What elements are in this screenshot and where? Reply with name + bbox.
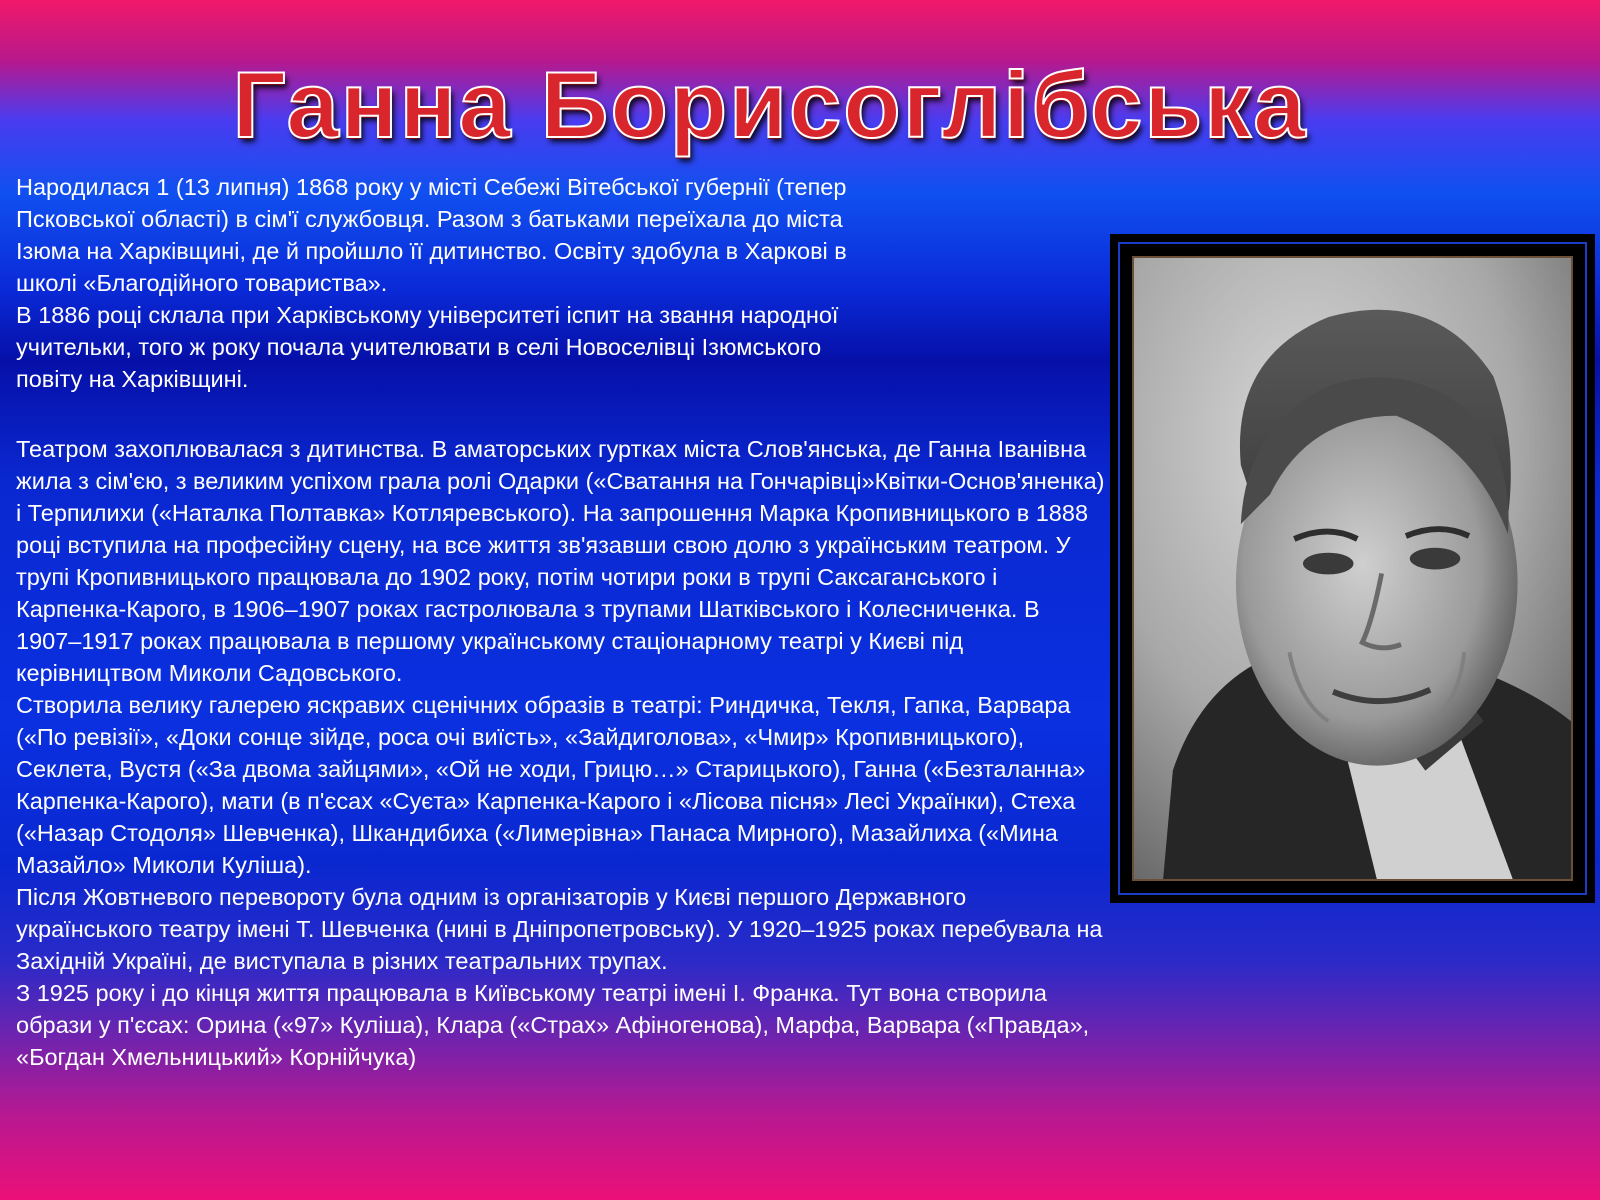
paragraph-state-theatre: Після Жовтневого перевороту була одним із організаторів у Києві першого Державного українського театру імені Т. Шевченка (нині в Дніпропетровську). У 1920–1925 роках перебувала на Західній Україні, де виступала в різних театральних трупах. [16, 884, 1103, 974]
paragraph-roles: Створила велику галерею яскравих сценічних образів в театрі: Риндичка, Текля, Гапка, Варвара («По ревізії», «Доки сонце зійде, роса очі виїсть», «Зайдиголова», «Чмир» Кропивницького), Секлета, Вустя («За двома зайцями», «Ой не ходи, Грицю…» Старицького), Ганна («Безталанна» Карпенка-Карого), мати (в п'єсах «Суєта» Карпенка-Карого і «Лісова пісня» Лесі Українки), Стеха («Назар Стодоля» Шевченка), Шкандибиха («Лимерівна» Панаса Мирного), Мазайлиха («Мина Мазайло» Миколи Куліша). [16, 692, 1086, 878]
paragraph-teacher: В 1886 році склала при Харківському університеті іспит на звання народної учительки, того ж року почала учителювати в селі Новоселівці Ізюмського повіту на Харківщині. [16, 302, 839, 392]
paragraph-theatre-career: Театром захоплювалася з дитинства. В аматорських гуртках міста Слов'янська, де Ганна Іванівна жила з сім'єю, з великим успіхом грала ролі Одарки («Сватання на Гончарівці»Квітки-Основ'яненка) і Терпилихи («Наталка Полтавка» Котляревського). На запрошення Марка Кропивницького в 1888 році вступила на професійну сцену, на все життя зв'язавши свою долю з українським театром. У трупі Кропивницького працювала до 1902 року, потім чотири роки в трупі Саксаганського і Карпенка-Карого, в 1906–1907 роках гастролювала з трупами Шатківського і Колесниченка. В 1907–1917 роках працювала в першому українському стаціонарному театрі у Києві під керівництвом Миколи Садовського. [16, 436, 1105, 686]
portrait-illustration [1134, 258, 1571, 879]
paragraph-birth: Народилася 1 (13 липня) 1868 року у місті Себежі Вітебської губернії (тепер Псковської області) в сім'ї службовця. Разом з батьками переїхала до міста Ізюма на Харківщині, де й пройшло її дитинство. Освіту здобула в Харкові в школі «Благодійного товариства». [16, 174, 847, 296]
biography-intro [16, 171, 876, 395]
biography-theatre [16, 433, 1106, 1073]
portrait-photo [1132, 256, 1573, 881]
slide-title: Ганна Борисоглібська [232, 52, 1308, 157]
portrait-frame [1110, 234, 1595, 903]
paragraph-franko-theatre: З 1925 року і до кінця життя працювала в Київському театрі імені І. Франка. Тут вона створила образи у п'єсах: Орина («97» Куліша), Клара («Страх» Афіногенова), Марфа, Варвара («Правда», «Богдан Хмельницький» Корнійчука) [16, 980, 1090, 1070]
